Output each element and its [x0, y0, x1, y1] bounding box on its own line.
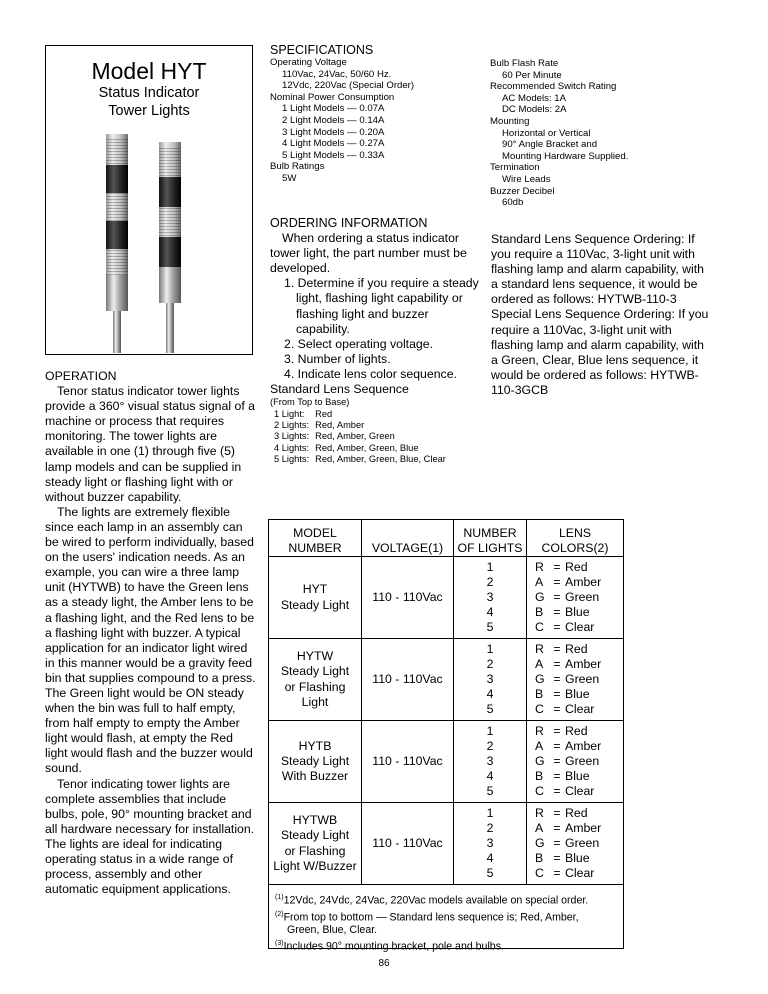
light-count: 4 [486, 769, 494, 784]
note-text: Green, Blue, Clear. [287, 924, 378, 937]
light-count: 3 [486, 835, 494, 850]
lens-letter: C [535, 702, 544, 717]
light-count: 2 [486, 820, 494, 835]
lens-letter: C [535, 866, 544, 881]
model-line: Steady Light [280, 597, 350, 612]
lens-name: Green [565, 835, 600, 850]
lens-color [535, 866, 623, 881]
light-count: 3 [486, 753, 494, 768]
ordering-heading: ORDERING INFORMATION [270, 216, 428, 230]
lights-cell [454, 557, 527, 639]
lens-color [535, 784, 623, 799]
lens-color [535, 575, 623, 590]
lens-cell [527, 557, 624, 639]
model-line: HYTB [298, 738, 332, 753]
lens-name: Red [565, 559, 588, 574]
model-table [268, 519, 624, 953]
light-count: 5 [486, 702, 494, 717]
light-count: 5 [486, 866, 494, 881]
specifications-left [270, 43, 495, 185]
lens-name: Blue [565, 605, 590, 620]
lens-equals: = [553, 574, 561, 589]
lens-cell [527, 639, 624, 721]
lens-equals: = [553, 851, 561, 866]
lens-equals: = [553, 641, 561, 656]
voltage-cell: 110 - 110Vac [362, 803, 454, 885]
lens-letter: R [535, 559, 544, 574]
lens-color [535, 851, 623, 866]
spec-line: 110Vac, 24Vac, 50/60 Hz. [282, 68, 392, 80]
model-line: or Flashing [284, 843, 346, 858]
model-cell [269, 639, 362, 721]
lens-color [535, 642, 623, 657]
lens-name: Red [565, 723, 588, 738]
spec-line: 3 Light Models — 0.20A [282, 126, 385, 138]
lens-equals: = [553, 702, 561, 717]
lens-name: Clear [565, 784, 595, 799]
spec-line: 60db [502, 197, 524, 209]
note-marker: (2) [275, 910, 284, 918]
light-count: 1 [486, 559, 494, 574]
lens-color [535, 754, 623, 769]
lens-name: Blue [565, 687, 590, 702]
lens-letter: A [535, 574, 544, 589]
lens-letter: G [535, 835, 545, 850]
lens-name: Red [565, 805, 588, 820]
lens-color [535, 672, 623, 687]
lens-sequence-table [274, 409, 452, 466]
spec-line: 90° Angle Bracket and [502, 139, 598, 151]
lens-equals: = [553, 656, 561, 671]
lens-name: Green [565, 671, 600, 686]
lens-color [535, 836, 623, 851]
light-count: 3 [486, 589, 494, 604]
spec-line: Buzzer Decibel [490, 185, 555, 197]
lens-letter: B [535, 851, 544, 866]
light-count: 2 [486, 738, 494, 753]
list-item [274, 420, 452, 431]
special-sequence-example: Special Lens Sequence Ordering: If you require a 110Vac, 3-light unit with flashing lamp and alarm capability, with a Green, Clear, Blue lens sequence, it would be ordered as follows: HYTWB-110-3GCB [491, 307, 709, 397]
lens-equals: = [553, 820, 561, 835]
model-line: Steady Light [280, 828, 350, 843]
header-voltage: VOLTAGE(1) [362, 520, 454, 557]
lens-color [535, 769, 623, 784]
header-lights: NUMBER OF LIGHTS [454, 520, 527, 557]
lens-letter: C [535, 620, 544, 635]
lights-cell [454, 721, 527, 803]
lens-color [535, 702, 623, 717]
sequence-count: 2 Lights: [274, 419, 310, 430]
lens-color [535, 739, 623, 754]
lens-color [535, 590, 623, 605]
sequence-count: 3 Lights: [274, 431, 310, 442]
note-text: 12Vdc, 24Vdc, 24Vac, 220Vac models available on special order. [283, 894, 589, 907]
note-text: Includes 90° mounting bracket, pole and bulbs. [283, 940, 504, 953]
lights-cell [454, 803, 527, 885]
table-note [275, 924, 617, 937]
lights-cell [454, 639, 527, 721]
lens-color [535, 724, 623, 739]
model-cell [269, 721, 362, 803]
lens-color [535, 560, 623, 575]
specifications-heading: SPECIFICATIONS [270, 43, 374, 57]
lens-letter: A [535, 820, 544, 835]
sequence-count: 1 Light: [274, 408, 305, 419]
lens-letter: A [535, 656, 544, 671]
lens-color [535, 657, 623, 672]
lens-sequence-subheading: (From Top to Base) [270, 397, 350, 408]
model-line: or Flashing [284, 679, 346, 694]
model-line: Steady Light [280, 664, 350, 679]
lens-equals: = [553, 559, 561, 574]
spec-line: DC Models: 2A [502, 104, 567, 116]
operation-paragraph: Tenor status indicator tower lights provide a 360° visual status signal of a machine or process that requires monitoring. The tower lights are available in one (1) through five (5) lamp models and can be supplied in steady light or flashing light with or without buzzer capability. [45, 384, 255, 504]
lens-equals: = [553, 620, 561, 635]
lens-letter: R [535, 805, 544, 820]
table-note [275, 908, 617, 925]
spec-line: 60 Per Minute [502, 69, 562, 81]
spec-line: Recommended Switch Rating [490, 81, 617, 93]
spec-line: Bulb Flash Rate [490, 58, 559, 69]
light-count: 4 [486, 605, 494, 620]
voltage-cell: 110 - 110Vac [362, 557, 454, 639]
light-count: 2 [486, 574, 494, 589]
lens-name: Green [565, 753, 600, 768]
lens-letter: B [535, 687, 544, 702]
lens-name: Amber [565, 656, 602, 671]
lens-letter: C [535, 784, 544, 799]
model-line: Light W/Buzzer [273, 858, 357, 873]
lens-name: Green [565, 589, 600, 604]
lens-letter: B [535, 605, 544, 620]
ordering-step: 1. Determine if you require a steady light, flashing light capability or flashing light and buzzer capability. [284, 276, 479, 336]
lens-name: Clear [565, 866, 595, 881]
list-item [274, 409, 452, 420]
sequence-count: 4 Lights: [274, 442, 310, 453]
title-box [45, 45, 253, 355]
list-item [274, 454, 452, 465]
sequence-colors: Red, Amber, Green, Blue [315, 442, 419, 453]
sequence-colors: Red [315, 408, 333, 419]
ordering-intro: When ordering a status indicator tower light, the part number must be developed. [270, 231, 467, 276]
lens-name: Red [565, 641, 588, 656]
spec-line: Termination [490, 162, 540, 174]
lens-name: Clear [565, 702, 595, 717]
ordering-section [270, 216, 482, 466]
lens-color [535, 687, 623, 702]
spec-line: 2 Light Models — 0.14A [282, 114, 385, 126]
spec-line: Operating Voltage [270, 57, 347, 68]
lens-equals: = [553, 738, 561, 753]
table-row [269, 639, 623, 721]
lens-letter: G [535, 589, 545, 604]
lens-equals: = [553, 687, 561, 702]
light-count: 2 [486, 656, 494, 671]
light-count: 1 [486, 641, 494, 656]
lens-name: Amber [565, 574, 602, 589]
lens-color [535, 806, 623, 821]
light-count: 4 [486, 851, 494, 866]
operation-paragraph: The lights are extremely flexible since each lamp in an assembly can be wired to perform individually, based on the users' indication needs. As an example, you can wire a three lamp unit (HYTWB) to have the Green lens as a steady light, the Amber lens to be a flashing light, and the Red lens to be a flashing light with buzzer. A typical application for an indicator light wired in this manner would be a gravity feed bin that supplies compound to a press. The Green light would be ON steady when the bin was full to half empty, from half empty to empty the Amber light would flash, at empty the Red light would flash and the buzzer would sound. [45, 504, 256, 776]
lens-cell [527, 721, 624, 803]
note-marker: (1) [275, 894, 284, 901]
lens-name: Blue [565, 851, 590, 866]
model-line: HYTWB [292, 813, 338, 828]
ordering-step: 4. Indicate lens color sequence. [284, 366, 457, 381]
model-line: Light [301, 694, 329, 709]
spec-line: Nominal Power Consumption [270, 91, 395, 103]
lens-equals: = [553, 671, 561, 686]
table-note [275, 891, 617, 908]
lens-equals: = [553, 605, 561, 620]
table-note [275, 937, 617, 954]
lens-equals: = [553, 589, 561, 604]
lens-color [535, 620, 623, 635]
subtitle-line1: Status Indicator [98, 85, 200, 101]
sequence-colors: Red, Amber, Green [315, 431, 395, 442]
list-item [274, 431, 452, 442]
lens-equals: = [553, 753, 561, 768]
lens-letter: G [535, 753, 545, 768]
model-title: Model HYT [91, 58, 207, 84]
lens-color [535, 821, 623, 836]
light-count: 1 [486, 723, 494, 738]
spec-line: 5 Light Models — 0.33A [282, 149, 385, 161]
operation-paragraph: Tenor indicating tower lights are complete assemblies that include bulbs, pole, 90° mounting bracket and all hardware necessary for installation. The lights are ideal for indicating operating status in a wide range of process, assembly and other automatic equipment applications. [45, 776, 255, 897]
model-line: With Buzzer [281, 769, 349, 784]
standard-sequence-example: Standard Lens Sequence Ordering: If you require a 110Vac, 3-light unit with flashing lamp and alarm capability, with a standard lens sequence, it would be ordered as follows: HYTWB-110-3 [491, 232, 705, 307]
note-marker: (3) [275, 940, 284, 948]
table-header-row [269, 520, 623, 557]
lens-equals: = [553, 723, 561, 738]
lens-equals: = [553, 805, 561, 820]
model-line: HYT [302, 582, 328, 597]
table-notes [269, 884, 623, 954]
spec-line: Bulb Ratings [270, 161, 325, 173]
operation-heading: OPERATION [45, 369, 117, 383]
ordering-step: 2. Select operating voltage. [284, 336, 434, 351]
sequence-colors: Red, Amber, Green, Blue, Clear [315, 454, 446, 465]
ordering-step: 3. Number of lights. [284, 351, 391, 366]
model-line: Steady Light [280, 753, 350, 768]
table-row [269, 721, 623, 803]
operation-section [45, 369, 257, 897]
lens-sequence-heading: Standard Lens Sequence [270, 382, 409, 397]
light-count: 5 [486, 620, 494, 635]
spec-line: Horizontal or Vertical [502, 127, 591, 139]
spec-line: Mounting [490, 115, 530, 127]
lens-equals: = [553, 835, 561, 850]
spec-line: 1 Light Models — 0.07A [282, 103, 385, 115]
lens-name: Clear [565, 620, 595, 635]
lens-cell [527, 803, 624, 885]
sequence-colors: Red, Amber [315, 419, 365, 430]
list-item [274, 443, 452, 454]
light-count: 3 [486, 671, 494, 686]
header-model: MODEL NUMBER [269, 520, 362, 557]
page-number: 86 [378, 958, 390, 969]
lens-name: Blue [565, 769, 590, 784]
voltage-cell: 110 - 110Vac [362, 639, 454, 721]
spec-line: 4 Light Models — 0.27A [282, 138, 385, 150]
lens-color [535, 605, 623, 620]
table-row [269, 557, 623, 639]
lens-letter: R [535, 723, 544, 738]
spec-line: 5W [282, 172, 297, 184]
lens-name: Amber [565, 820, 602, 835]
spec-line: Mounting Hardware Supplied. [502, 150, 629, 162]
ordering-examples [491, 232, 711, 398]
light-count: 5 [486, 784, 494, 799]
voltage-cell: 110 - 110Vac [362, 721, 454, 803]
tower-lights-photo [46, 130, 252, 355]
light-count: 4 [486, 687, 494, 702]
sequence-count: 5 Lights: [274, 454, 310, 465]
header-lens: LENS COLORS(2) [541, 525, 609, 555]
lens-letter: G [535, 671, 545, 686]
lens-letter: R [535, 641, 544, 656]
lens-equals: = [553, 784, 561, 799]
subtitle-line2: Tower Lights [108, 103, 190, 119]
spec-line: 12Vdc, 220Vac (Special Order) [282, 80, 415, 92]
lens-equals: = [553, 866, 561, 881]
model-cell [269, 803, 362, 885]
lens-equals: = [553, 769, 561, 784]
specifications-right [490, 58, 690, 209]
spec-line: AC Models: 1A [502, 92, 566, 104]
table-row [269, 803, 623, 885]
spec-line: Wire Leads [502, 173, 551, 185]
lens-letter: B [535, 769, 544, 784]
note-text: From top to bottom — Standard lens sequence is; Red, Amber, [283, 911, 579, 924]
model-line: HYTW [296, 649, 334, 664]
light-count: 1 [486, 805, 494, 820]
lens-letter: A [535, 738, 544, 753]
model-cell [269, 557, 362, 639]
lens-name: Amber [565, 738, 602, 753]
